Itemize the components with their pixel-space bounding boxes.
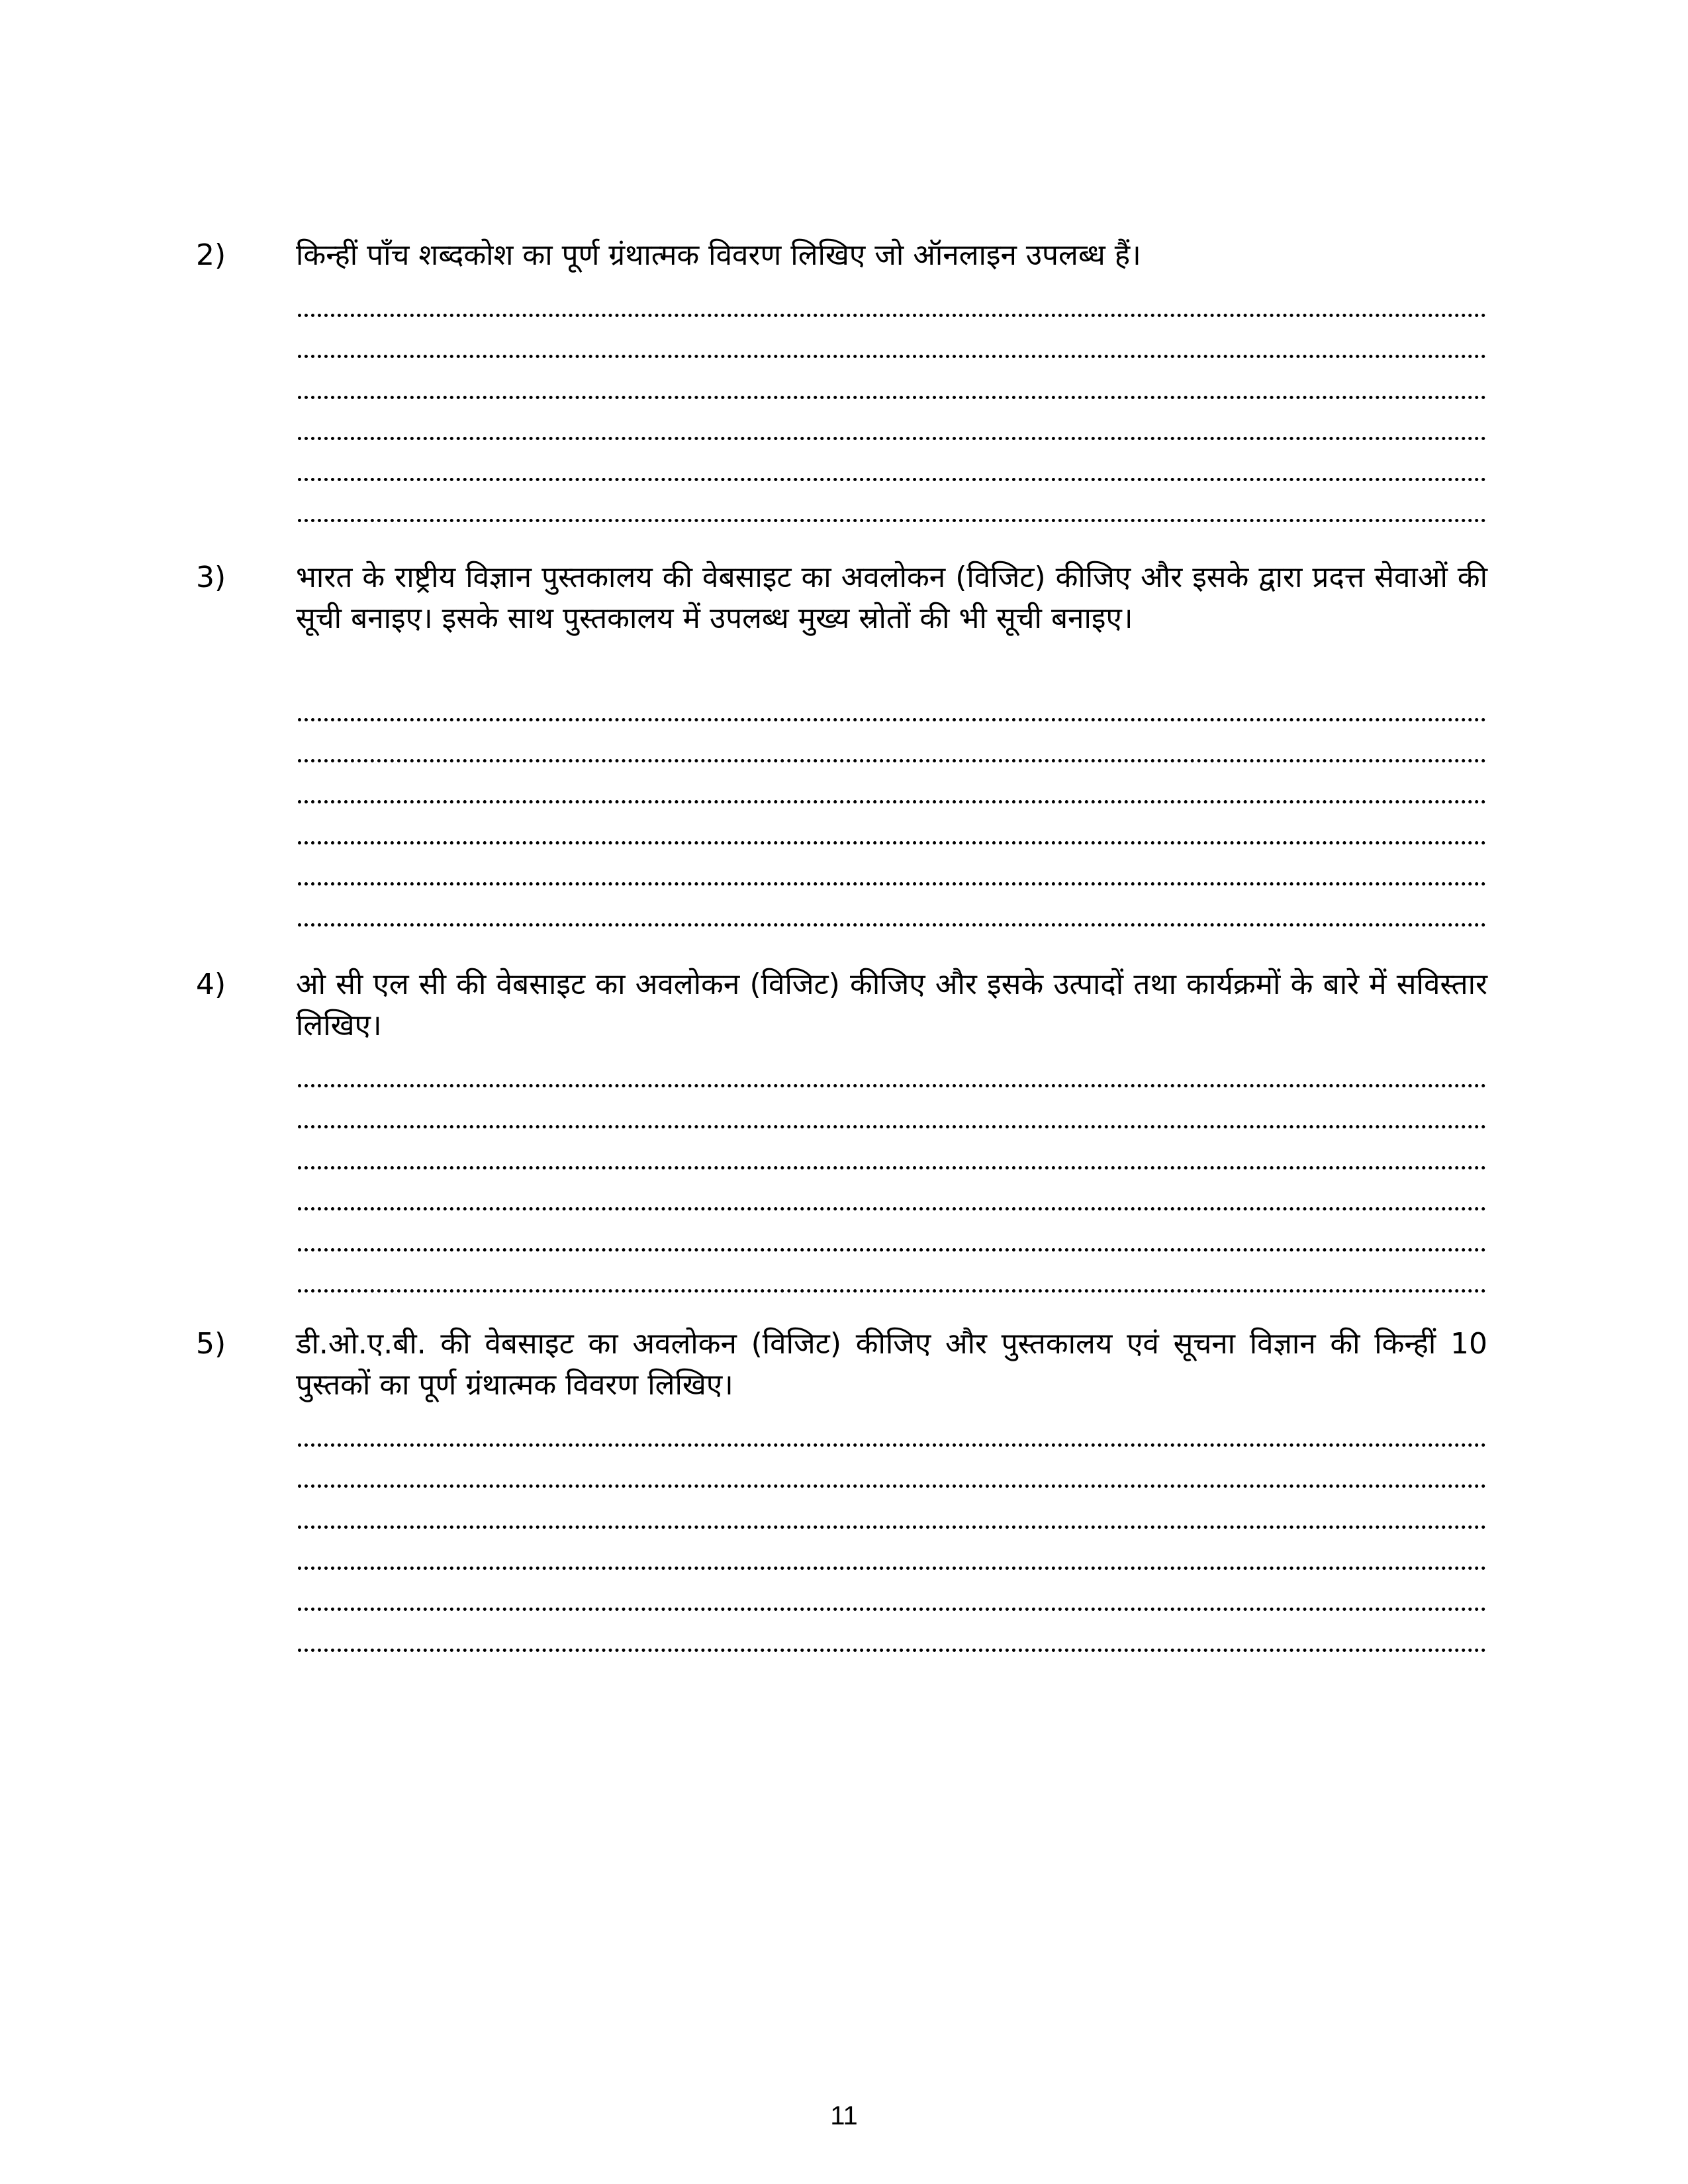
answer-line[interactable] bbox=[298, 358, 1486, 399]
question-number: 3) bbox=[196, 561, 226, 594]
answer-lines[interactable] bbox=[298, 680, 1486, 927]
answer-line[interactable] bbox=[298, 481, 1486, 522]
answer-line[interactable] bbox=[298, 844, 1486, 886]
answer-line[interactable] bbox=[298, 680, 1486, 721]
page-number: 11 bbox=[830, 2101, 858, 2130]
answer-line[interactable] bbox=[298, 399, 1486, 440]
answer-line[interactable] bbox=[298, 803, 1486, 844]
answer-line[interactable] bbox=[298, 276, 1486, 317]
answer-line[interactable] bbox=[298, 1128, 1486, 1169]
answer-line[interactable] bbox=[298, 1046, 1486, 1087]
answer-lines[interactable] bbox=[298, 1406, 1486, 1652]
answer-line[interactable] bbox=[298, 886, 1486, 927]
answer-line[interactable] bbox=[298, 1611, 1486, 1652]
answer-line[interactable] bbox=[298, 440, 1486, 481]
answer-lines[interactable] bbox=[298, 1046, 1486, 1293]
answer-line[interactable] bbox=[298, 1488, 1486, 1529]
answer-line[interactable] bbox=[298, 1251, 1486, 1293]
answer-line[interactable] bbox=[298, 1529, 1486, 1570]
question-text: डी.ओ.ए.बी. की वेबसाइट का अवलोकन (विजिट) कीजिए और पुस्तकालय एवं सूचना विज्ञान की किन्हीं 10 पुस्तकों का पूर्ण ग्रंथात्मक विवरण लिखिए। bbox=[296, 1327, 1487, 1402]
question-text: भारत के राष्ट्रीय विज्ञान पुस्तकालय की वेबसाइट का अवलोकन (विजिट) कीजिए और इसके द्वारा प्रदत्त सेवाओं की सूची बनाइए। इसके साथ पुस्तकालय में उपलब्ध मुख्य स्रोतों की भी सूची बनाइए। bbox=[296, 561, 1487, 635]
question-text: ओ सी एल सी की वेबसाइट का अवलोकन (विजिट) कीजिए और इसके उत्पादों तथा कार्यक्रमों के बारे में सविस्तार लिखिए। bbox=[296, 968, 1487, 1042]
question-number: 5) bbox=[196, 1327, 226, 1361]
answer-lines[interactable] bbox=[298, 276, 1486, 522]
question-number: 4) bbox=[196, 968, 226, 1001]
answer-line[interactable] bbox=[298, 317, 1486, 358]
answer-line[interactable] bbox=[298, 1087, 1486, 1128]
answer-line[interactable] bbox=[298, 1210, 1486, 1251]
answer-line[interactable] bbox=[298, 1447, 1486, 1488]
question-text: किन्हीं पाँच शब्दकोश का पूर्ण ग्रंथात्मक विवरण लिखिए जो ऑनलाइन उपलब्ध हैं। bbox=[296, 238, 1141, 272]
answer-line[interactable] bbox=[298, 721, 1486, 762]
answer-line[interactable] bbox=[298, 762, 1486, 803]
question-number: 2) bbox=[196, 238, 226, 272]
answer-line[interactable] bbox=[298, 1169, 1486, 1210]
answer-line[interactable] bbox=[298, 1570, 1486, 1611]
answer-line[interactable] bbox=[298, 1406, 1486, 1447]
